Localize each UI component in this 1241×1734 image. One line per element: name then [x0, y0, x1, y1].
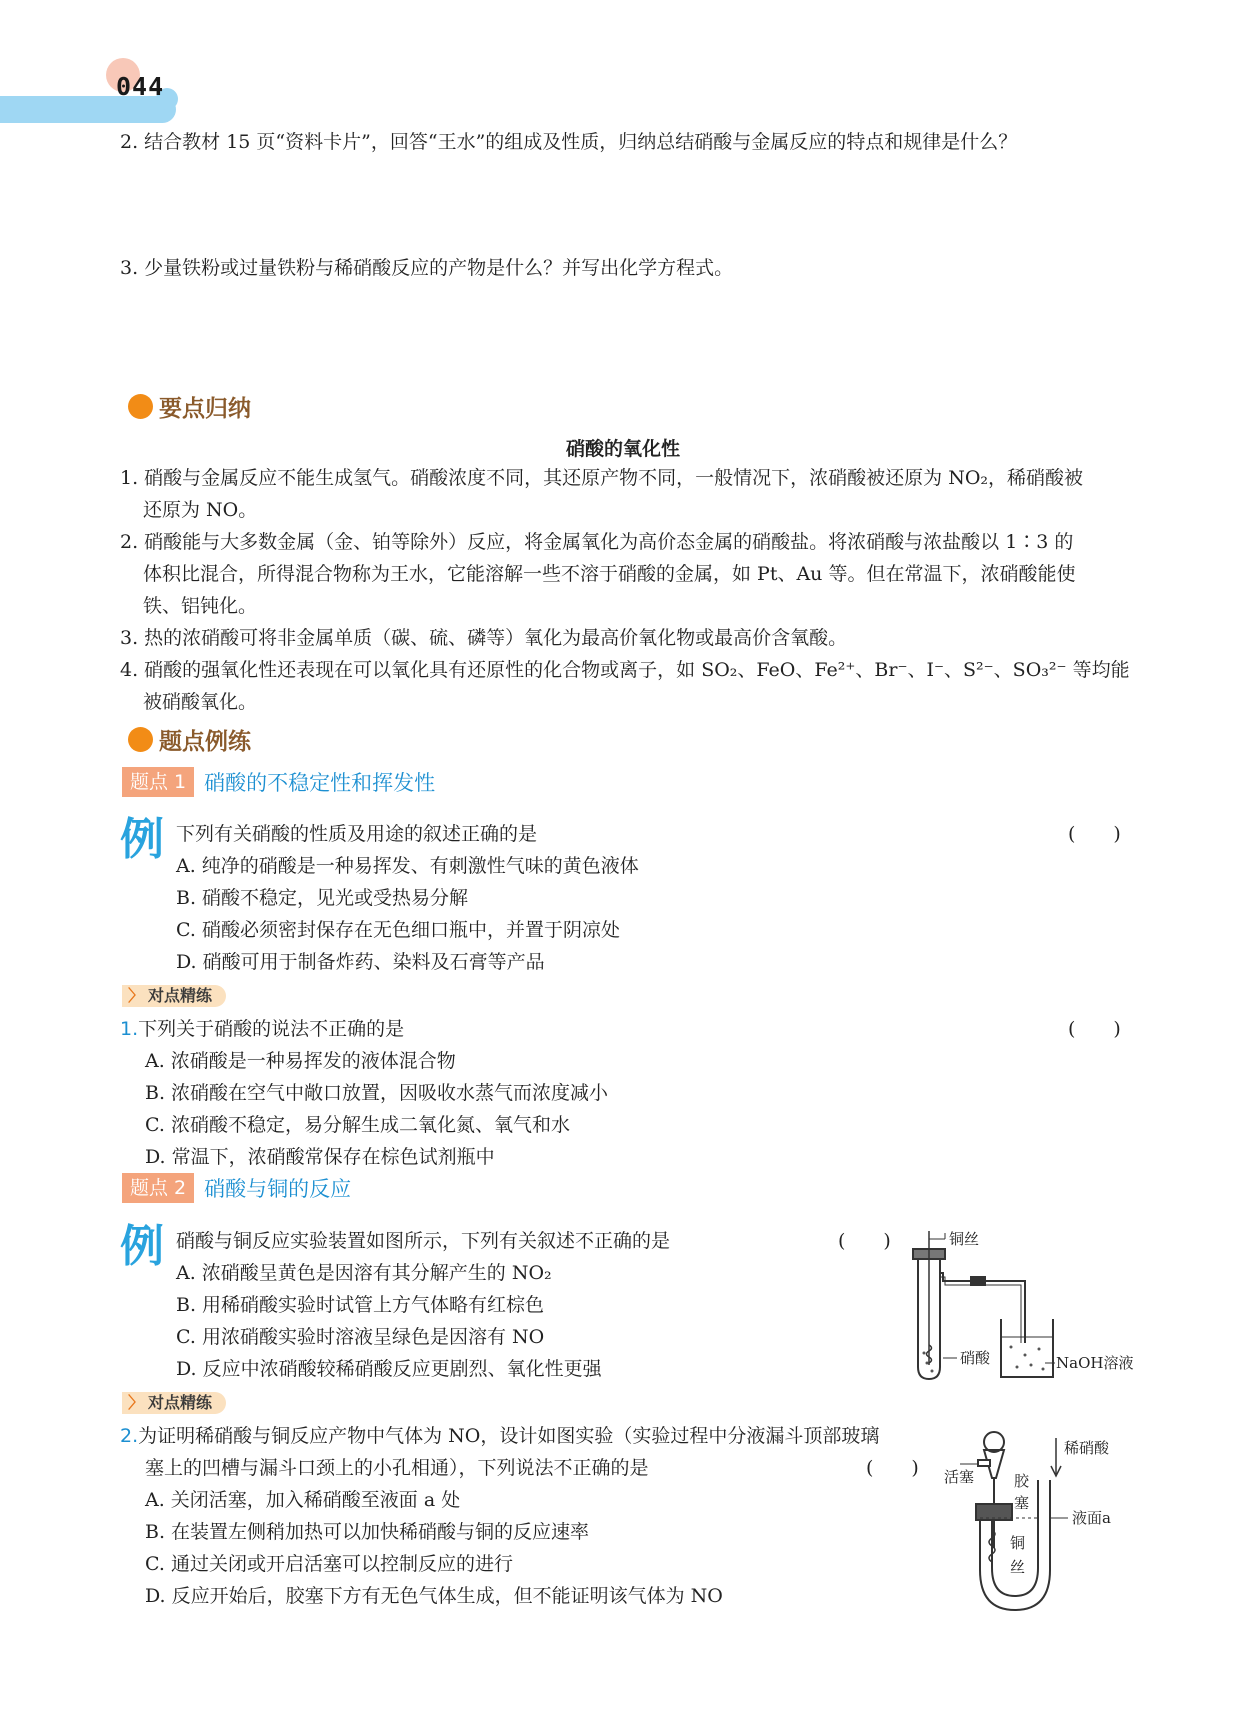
label-copper: 铜 — [1010, 1534, 1026, 1552]
answer-paren: ( ) — [866, 1457, 919, 1479]
option: C. 通过关闭或开启活塞可以控制反应的进行 — [145, 1553, 513, 1575]
option: A. 浓硝酸是一种易挥发的液体混合物 — [145, 1050, 456, 1072]
drill-tag — [122, 985, 226, 1007]
summary-line: 3. 热的浓硝酸可将非金属单质（碳、硫、磷等）氧化为最高价氧化物或最高价含氧酸。 — [120, 627, 848, 649]
option: D. 常温下，浓硝酸常保存在棕色试剂瓶中 — [145, 1146, 495, 1168]
example-glyph: 例 — [120, 814, 164, 865]
topic-title: 硝酸的不稳定性和挥发性 — [204, 771, 436, 795]
answer-paren: ( ) — [838, 1230, 891, 1252]
label-rubber: 胶 — [1014, 1472, 1030, 1490]
option: B. 浓硝酸在空气中敞口放置，因吸收水蒸气而浓度减小 — [145, 1082, 609, 1104]
label-copper-wire: 铜丝 — [949, 1230, 980, 1248]
drill-question — [120, 1422, 879, 1450]
option: C. 浓硝酸不稳定，易分解生成二氧化氮、氧气和水 — [145, 1114, 570, 1136]
option: A. 浓硝酸呈黄色是因溶有其分解产生的 NO₂ — [176, 1262, 552, 1284]
answer-paren: ( ) — [1068, 823, 1121, 845]
summary-line: 2. 硝酸能与大多数金属（金、铂等除外）反应，将金属氧化为高价态金属的硝酸盐。将浓硝酸与浓盐酸以 1∶3 的 — [120, 531, 1074, 553]
option: B. 用稀硝酸实验时试管上方气体略有红棕色 — [176, 1294, 545, 1316]
drill-stem-continued: 塞上的凹槽与漏斗口颈上的小孔相通），下列说法不正确的是 — [145, 1457, 649, 1479]
topic-title: 硝酸与铜的反应 — [204, 1177, 352, 1201]
question-number: 1. — [120, 1018, 139, 1040]
option: C. 用浓硝酸实验时溶液呈绿色是因溶有 NO — [176, 1326, 545, 1348]
option: D. 反应中浓硝酸较稀硝酸反应更剧烈、氧化性更强 — [176, 1358, 602, 1380]
arrow-icon: 〉 — [128, 986, 145, 1005]
summary-line: 体积比混合，所得混合物称为王水，它能溶解一些不溶于硝酸的金属，如 Pt、Au 等。但在常温下，浓硝酸能使 — [143, 563, 1076, 585]
summary-heading-text: 要点归纳 — [159, 396, 251, 422]
topic-1-header — [122, 767, 435, 797]
label-liquid-level-a: 液面a — [1072, 1509, 1111, 1527]
summary-line: 铁、铝钝化。 — [143, 595, 258, 617]
drill-tag — [122, 1392, 226, 1414]
example-stem: 硝酸与铜反应实验装置如图所示，下列有关叙述不正确的是 — [176, 1230, 671, 1252]
drill-tag-text: 对点精练 — [148, 986, 213, 1005]
drill-question — [120, 1015, 404, 1043]
option: D. 反应开始后，胶塞下方有无色气体生成，但不能证明该气体为 NO — [145, 1585, 723, 1607]
summary-line: 4. 硝酸的强氧化性还表现在可以氧化具有还原性的化合物或离子，如 SO₂、FeO、Fe²⁺、Br⁻、I⁻、S²⁻、SO₃²⁻ 等均能 — [120, 659, 1130, 681]
option: C. 硝酸必须密封保存在无色细口瓶中，并置于阴凉处 — [176, 919, 620, 941]
example-stem: 下列有关硝酸的性质及用途的叙述正确的是 — [176, 823, 538, 845]
u-tube-apparatus-figure — [940, 1420, 1140, 1616]
option: B. 硝酸不稳定，见光或受热易分解 — [176, 887, 469, 909]
summary-line: 1. 硝酸与金属反应不能生成氢气。硝酸浓度不同，其还原产物不同，一般情况下，浓硝酸被还原为 NO₂，稀硝酸被 — [120, 467, 1084, 489]
summary-title: 硝酸的氧化性 — [566, 438, 681, 460]
option: A. 纯净的硝酸是一种易挥发、有刺激性气味的黄色液体 — [176, 855, 639, 877]
summary-line: 还原为 NO。 — [143, 499, 258, 521]
bullet-dot-icon — [128, 727, 153, 752]
question-2: 2. 结合教材 15 页“资料卡片”，回答“王水”的组成及性质，归纳总结硝酸与金属反应的特点和规律是什么？ — [120, 131, 1018, 153]
label-wire: 丝 — [1010, 1558, 1026, 1576]
label-stopper: 塞 — [1014, 1494, 1030, 1512]
drill-tag-text: 对点精练 — [148, 1393, 213, 1412]
topic-badge: 题点 2 — [122, 1173, 194, 1203]
topic-badge: 题点 1 — [122, 767, 194, 797]
label-dilute-nitric-acid: 稀硝酸 — [1064, 1439, 1110, 1457]
label-stopcock: 活塞 — [944, 1468, 975, 1486]
drill-stem: 为证明稀硝酸与铜反应产物中气体为 NO，设计如图实验（实验过程中分液漏斗顶部玻璃 — [138, 1425, 880, 1447]
practice-heading-text: 题点例练 — [159, 729, 251, 755]
label-nitric-acid: 硝酸 — [960, 1349, 991, 1367]
practice-heading — [128, 723, 251, 756]
arrow-icon: 〉 — [128, 1393, 145, 1412]
label-naoh-solution: NaOH溶液 — [1056, 1354, 1134, 1372]
summary-line: 被硝酸氧化。 — [143, 691, 258, 713]
option: A. 关闭活塞，加入稀硝酸至液面 a 处 — [145, 1489, 461, 1511]
example-glyph: 例 — [120, 1221, 164, 1272]
answer-paren: ( ) — [1068, 1018, 1121, 1040]
drill-stem: 下列关于硝酸的说法不正确的是 — [138, 1018, 405, 1040]
topic-2-header — [122, 1173, 351, 1203]
summary-heading — [128, 390, 251, 423]
bullet-dot-icon — [128, 394, 153, 419]
option: B. 在装置左侧稍加热可以加快稀硝酸与铜的反应速率 — [145, 1521, 590, 1543]
question-number: 2. — [120, 1425, 139, 1447]
question-3: 3. 少量铁粉或过量铁粉与稀硝酸反应的产物是什么？并写出化学方程式。 — [120, 257, 734, 279]
copper-nitric-acid-apparatus-figure — [905, 1225, 1140, 1385]
page-number: 044 — [116, 72, 165, 101]
option: D. 硝酸可用于制备炸药、染料及石膏等产品 — [176, 951, 545, 973]
